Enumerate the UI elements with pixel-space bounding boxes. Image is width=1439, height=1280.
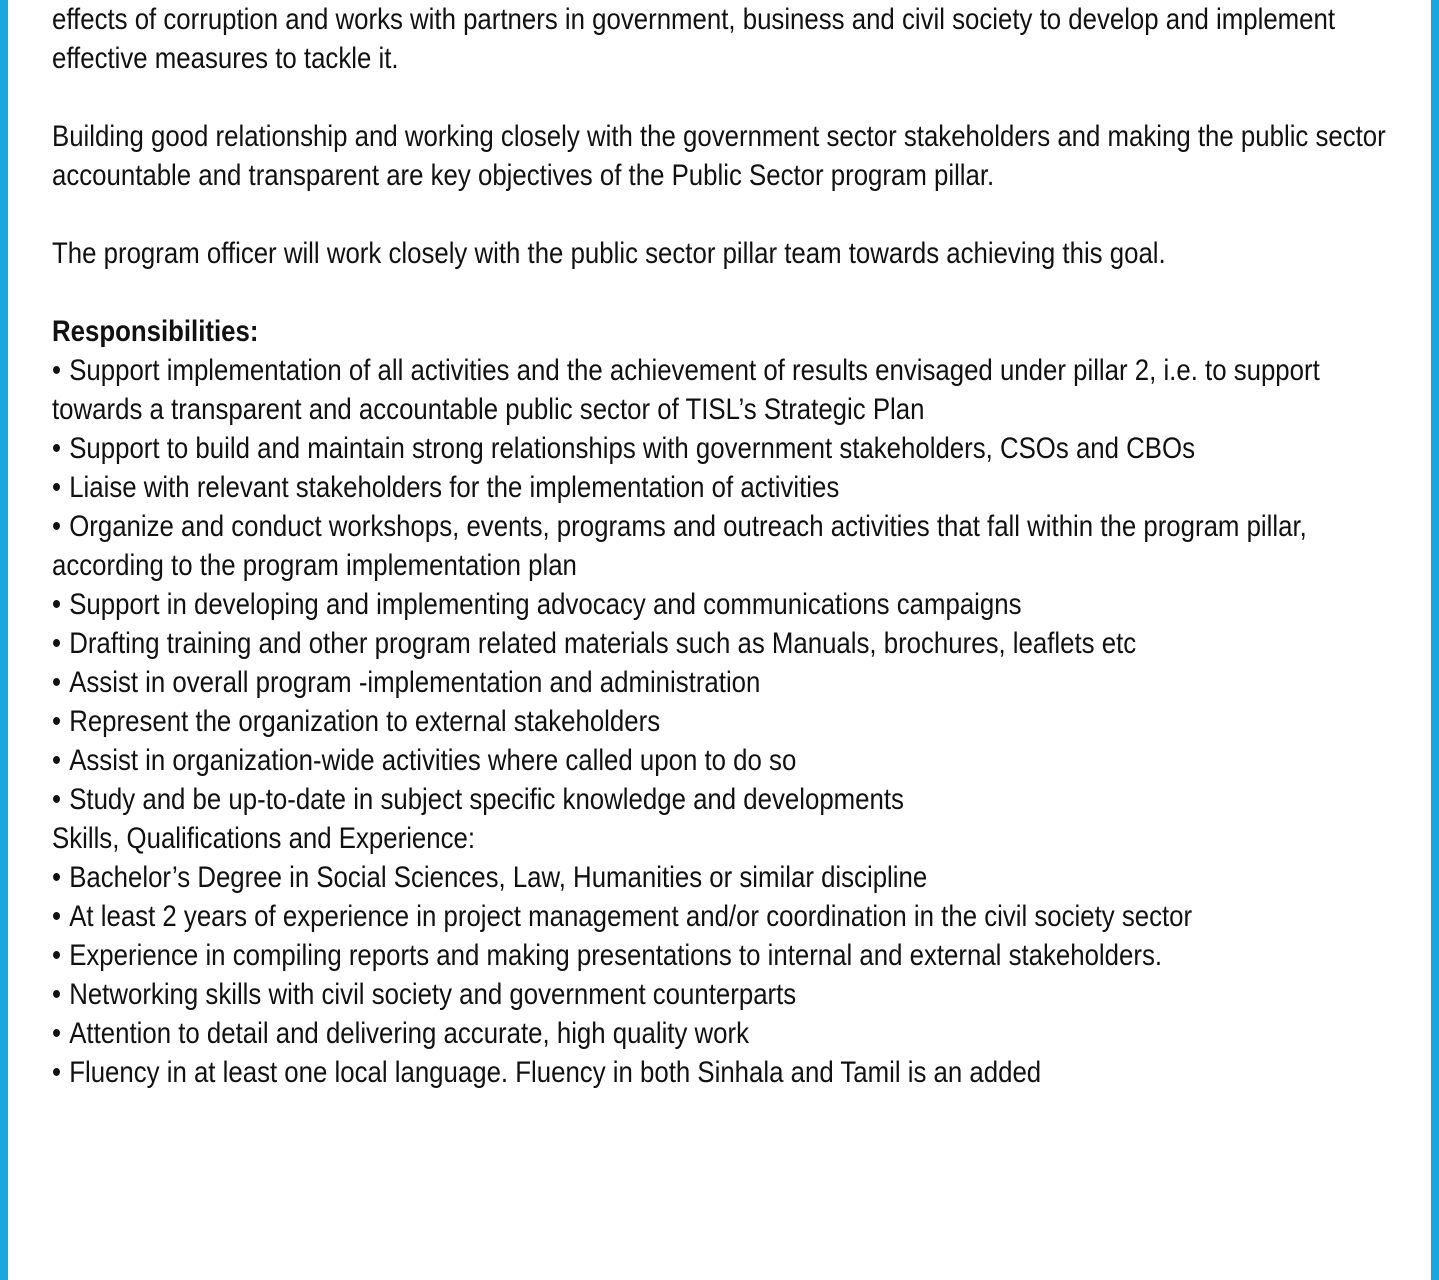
list-item-text: At least 2 years of experience in project management and/or coordination in the civil society sector xyxy=(69,900,1193,933)
list-item xyxy=(52,585,1397,624)
list-item xyxy=(52,936,1397,975)
list-item xyxy=(52,975,1397,1014)
list-item-text: Bachelor’s Degree in Social Sciences, Law, Humanities or similar discipline xyxy=(69,861,928,894)
bullet-icon: • xyxy=(52,705,62,738)
bullet-icon: • xyxy=(52,471,62,504)
list-item-text: Experience in compiling reports and making presentations to internal and external stakeholders. xyxy=(69,939,1163,972)
list-item-text: Support to build and maintain strong relationships with government stakeholders, CSOs and CBOs xyxy=(69,432,1195,465)
bullet-icon: • xyxy=(52,432,62,465)
bullet-icon: • xyxy=(52,939,62,972)
list-item xyxy=(52,858,1397,897)
list-item xyxy=(52,468,1397,507)
list-item-text: Support implementation of all activities and the achievement of results envisaged under pillar 2, i.e. to support towards a transparent and accountable public sector of TISL’s Strategic Plan xyxy=(52,354,1320,426)
list-item xyxy=(52,1014,1397,1053)
bullet-icon: • xyxy=(52,666,62,699)
list-item-text: Organize and conduct workshops, events, programs and outreach activities that fall within the program pillar, according to the program implementation plan xyxy=(52,510,1307,582)
list-item xyxy=(52,741,1397,780)
list-item-text: Represent the organization to external stakeholders xyxy=(69,705,661,738)
responsibilities-heading: Responsibilities: xyxy=(52,315,259,348)
list-item xyxy=(52,702,1397,741)
list-item xyxy=(52,663,1397,702)
bullet-icon: • xyxy=(52,861,62,894)
list-item-text: Drafting training and other program related materials such as Manuals, brochures, leaflets etc xyxy=(69,627,1137,660)
list-item xyxy=(52,507,1397,585)
intro-paragraph: The program officer will work closely with the public sector pillar team towards achieving this goal. xyxy=(52,237,1166,270)
list-item-text: Support in developing and implementing advocacy and communications campaigns xyxy=(69,588,1022,621)
bullet-icon: • xyxy=(52,783,62,816)
list-item xyxy=(52,897,1397,936)
list-item-text: Networking skills with civil society and government counterparts xyxy=(69,978,797,1011)
bullet-icon: • xyxy=(52,1056,62,1089)
responsibilities-list xyxy=(52,351,1397,819)
list-item xyxy=(52,351,1397,429)
intro-paragraph: Building good relationship and working closely with the government sector stakeholders and making the public sector accountable and transparent are key objectives of the Public Sector program pillar. xyxy=(52,120,1386,192)
bullet-icon: • xyxy=(52,744,62,777)
list-item-text: Assist in organization-wide activities where called upon to do so xyxy=(69,744,797,777)
list-item-text: Assist in overall program -implementation and administration xyxy=(69,666,761,699)
list-item xyxy=(52,1053,1397,1092)
bullet-icon: • xyxy=(52,1017,62,1050)
bullet-icon: • xyxy=(52,510,62,543)
intro-paragraph: effects of corruption and works with partners in government, business and civil society to develop and implement effective measures to tackle it. xyxy=(52,3,1336,75)
bullet-icon: • xyxy=(52,900,62,933)
bullet-icon: • xyxy=(52,354,62,387)
list-item xyxy=(52,429,1397,468)
list-item-text: Study and be up-to-date in subject specific knowledge and developments xyxy=(69,783,904,816)
bullet-icon: • xyxy=(52,588,62,621)
bullet-icon: • xyxy=(52,627,62,660)
list-item-text: Liaise with relevant stakeholders for the implementation of activities xyxy=(69,471,840,504)
bullet-icon: • xyxy=(52,978,62,1011)
list-item xyxy=(52,780,1397,819)
skills-list xyxy=(52,858,1397,1092)
skills-heading: Skills, Qualifications and Experience: xyxy=(52,822,476,855)
list-item-text: Attention to detail and delivering accurate, high quality work xyxy=(69,1017,750,1050)
document-body xyxy=(52,0,1397,1092)
list-item xyxy=(52,624,1397,663)
list-item-text: Fluency in at least one local language. Fluency in both Sinhala and Tamil is an added xyxy=(69,1056,1042,1089)
